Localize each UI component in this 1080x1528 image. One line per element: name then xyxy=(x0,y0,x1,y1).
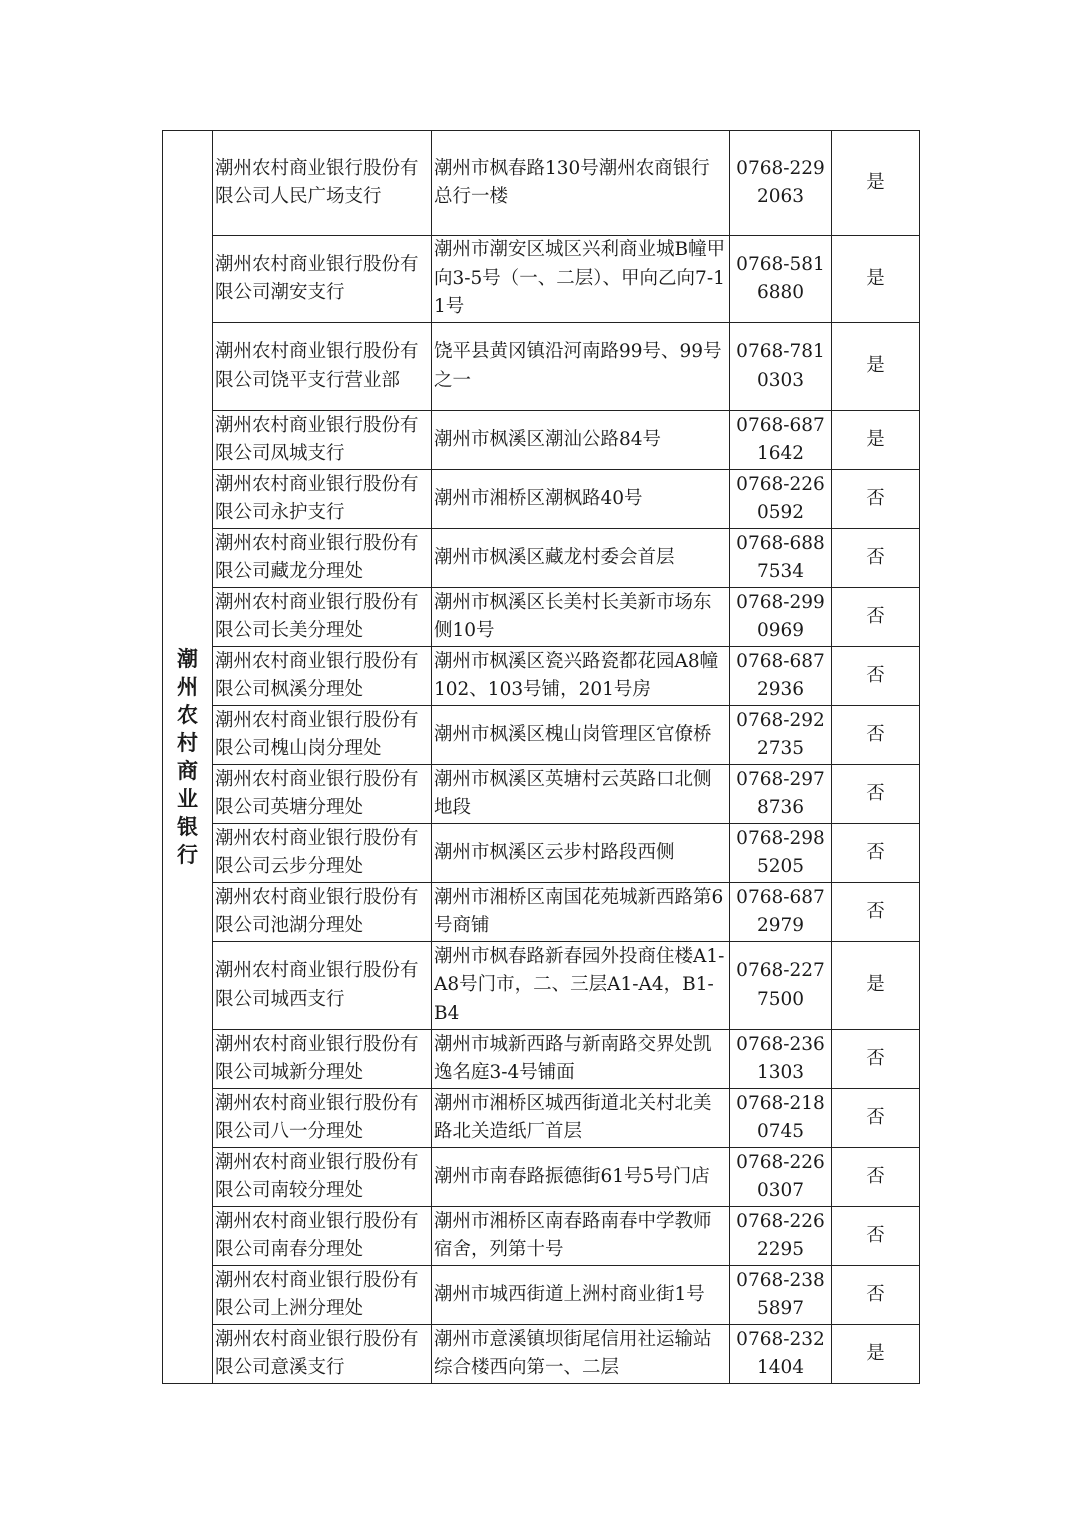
branch-phone-cell: 0768-2277500 xyxy=(730,942,832,1030)
branch-flag-cell: 否 xyxy=(832,647,920,706)
branch-name-cell: 潮州农村商业银行股份有限公司槐山岗分理处 xyxy=(213,706,432,765)
branch-address-cell: 潮州市湘桥区城西街道北关村北美路北关造纸厂首层 xyxy=(432,1089,730,1148)
table-row xyxy=(163,470,920,529)
branch-address-cell: 潮州市湘桥区南春路南春中学教师宿舍，列第十号 xyxy=(432,1207,730,1266)
table-row xyxy=(163,942,920,1030)
branch-address-cell: 潮州市城西街道上洲村商业街1号 xyxy=(432,1266,730,1325)
branch-phone-cell: 0768-6871642 xyxy=(730,411,832,470)
branch-flag-cell: 是 xyxy=(832,942,920,1030)
branch-phone-cell: 0768-2321404 xyxy=(730,1325,832,1384)
branch-name-cell: 潮州农村商业银行股份有限公司城西支行 xyxy=(213,942,432,1030)
table-row xyxy=(163,765,920,824)
branch-phone-cell: 0768-2978736 xyxy=(730,765,832,824)
branch-address-cell: 潮州市枫溪区槐山岗管理区官僚桥 xyxy=(432,706,730,765)
branch-address-cell: 潮州市枫溪区藏龙村委会首层 xyxy=(432,529,730,588)
branch-name-cell: 潮州农村商业银行股份有限公司意溪支行 xyxy=(213,1325,432,1384)
branch-name-cell: 潮州农村商业银行股份有限公司饶平支行营业部 xyxy=(213,323,432,411)
branch-flag-cell: 否 xyxy=(832,824,920,883)
branch-phone-cell: 0768-2385897 xyxy=(730,1266,832,1325)
branch-phone-cell: 0768-2262295 xyxy=(730,1207,832,1266)
branch-phone-cell: 0768-7810303 xyxy=(730,323,832,411)
branch-name-cell: 潮州农村商业银行股份有限公司八一分理处 xyxy=(213,1089,432,1148)
table-row xyxy=(163,706,920,765)
branch-name-cell: 潮州农村商业银行股份有限公司城新分理处 xyxy=(213,1030,432,1089)
branch-phone-cell: 0768-2985205 xyxy=(730,824,832,883)
branch-phone-cell: 0768-6872979 xyxy=(730,883,832,942)
branch-phone-cell: 0768-2260592 xyxy=(730,470,832,529)
branch-name-cell: 潮州农村商业银行股份有限公司藏龙分理处 xyxy=(213,529,432,588)
table-row xyxy=(163,647,920,706)
branch-address-cell: 潮州市湘桥区潮枫路40号 xyxy=(432,470,730,529)
branch-flag-cell: 否 xyxy=(832,706,920,765)
branch-address-cell: 潮州市潮安区城区兴利商业城B幢甲向3-5号（一、二层）、甲向乙向7-11号 xyxy=(432,236,730,323)
branch-name-cell: 潮州农村商业银行股份有限公司凤城支行 xyxy=(213,411,432,470)
table-row xyxy=(163,588,920,647)
table-row xyxy=(163,1207,920,1266)
branch-flag-cell: 否 xyxy=(832,1266,920,1325)
branch-flag-cell: 否 xyxy=(832,1207,920,1266)
branch-phone-cell: 0768-2922735 xyxy=(730,706,832,765)
branch-address-cell: 潮州市枫溪区瓷兴路瓷都花园A8幢102、103号铺，201号房 xyxy=(432,647,730,706)
branch-address-cell: 潮州市枫春路130号潮州农商银行总行一楼 xyxy=(432,131,730,236)
branch-address-cell: 潮州市枫溪区潮汕公路84号 xyxy=(432,411,730,470)
table-row xyxy=(163,1089,920,1148)
branch-flag-cell: 否 xyxy=(832,529,920,588)
branch-flag-cell: 是 xyxy=(832,131,920,236)
branch-address-cell: 潮州市城新西路与新南路交界处凯逸名庭3-4号铺面 xyxy=(432,1030,730,1089)
branch-flag-cell: 否 xyxy=(832,883,920,942)
branch-name-cell: 潮州农村商业银行股份有限公司云步分理处 xyxy=(213,824,432,883)
branch-address-cell: 潮州市南春路振德街61号5号门店 xyxy=(432,1148,730,1207)
branch-flag-cell: 是 xyxy=(832,1325,920,1384)
table-row xyxy=(163,1030,920,1089)
branch-name-cell: 潮州农村商业银行股份有限公司池湖分理处 xyxy=(213,883,432,942)
branch-flag-cell: 是 xyxy=(832,411,920,470)
branch-name-cell: 潮州农村商业银行股份有限公司南较分理处 xyxy=(213,1148,432,1207)
branch-name-cell: 潮州农村商业银行股份有限公司潮安支行 xyxy=(213,236,432,323)
table-row xyxy=(163,1148,920,1207)
branch-phone-cell: 0768-2180745 xyxy=(730,1089,832,1148)
branch-name-cell: 潮州农村商业银行股份有限公司英塘分理处 xyxy=(213,765,432,824)
branch-table xyxy=(162,130,920,1384)
branch-name-cell: 潮州农村商业银行股份有限公司人民广场支行 xyxy=(213,131,432,236)
branch-flag-cell: 否 xyxy=(832,1030,920,1089)
table-row xyxy=(163,411,920,470)
table-row xyxy=(163,529,920,588)
table-row xyxy=(163,883,920,942)
table-row xyxy=(163,323,920,411)
branch-phone-cell: 0768-2260307 xyxy=(730,1148,832,1207)
branch-name-cell: 潮州农村商业银行股份有限公司枫溪分理处 xyxy=(213,647,432,706)
table-row xyxy=(163,1325,920,1384)
bank-name: 潮州农村商业银行 xyxy=(176,646,198,867)
branch-address-cell: 潮州市湘桥区南国花苑城新西路第6号商铺 xyxy=(432,883,730,942)
table-row xyxy=(163,824,920,883)
branch-flag-cell: 否 xyxy=(832,1148,920,1207)
branch-name-cell: 潮州农村商业银行股份有限公司长美分理处 xyxy=(213,588,432,647)
branch-flag-cell: 否 xyxy=(832,765,920,824)
branch-flag-cell: 是 xyxy=(832,236,920,323)
branch-name-cell: 潮州农村商业银行股份有限公司上洲分理处 xyxy=(213,1266,432,1325)
branch-phone-cell: 0768-2361303 xyxy=(730,1030,832,1089)
branch-phone-cell: 0768-2292063 xyxy=(730,131,832,236)
branch-flag-cell: 否 xyxy=(832,1089,920,1148)
branch-phone-cell: 0768-5816880 xyxy=(730,236,832,323)
branch-table-body xyxy=(163,131,920,1384)
branch-flag-cell: 否 xyxy=(832,470,920,529)
branch-address-cell: 潮州市枫春路新春园外投商住楼A1-A8号门市，二、三层A1-A4，B1-B4 xyxy=(432,942,730,1030)
branch-phone-cell: 0768-2990969 xyxy=(730,588,832,647)
branch-phone-cell: 0768-6872936 xyxy=(730,647,832,706)
branch-name-cell: 潮州农村商业银行股份有限公司南春分理处 xyxy=(213,1207,432,1266)
branch-phone-cell: 0768-6887534 xyxy=(730,529,832,588)
branch-address-cell: 潮州市意溪镇坝街尾信用社运输站综合楼西向第一、二层 xyxy=(432,1325,730,1384)
branch-flag-cell: 是 xyxy=(832,323,920,411)
branch-address-cell: 饶平县黄冈镇沿河南路99号、99号之一 xyxy=(432,323,730,411)
table-row xyxy=(163,236,920,323)
branch-address-cell: 潮州市枫溪区云步村路段西侧 xyxy=(432,824,730,883)
branch-name-cell: 潮州农村商业银行股份有限公司永护支行 xyxy=(213,470,432,529)
table-row xyxy=(163,1266,920,1325)
branch-address-cell: 潮州市枫溪区英塘村云英路口北侧地段 xyxy=(432,765,730,824)
table-row xyxy=(163,131,920,236)
branch-flag-cell: 否 xyxy=(832,588,920,647)
bank-name-cell xyxy=(163,131,213,1384)
branch-address-cell: 潮州市枫溪区长美村长美新市场东侧10号 xyxy=(432,588,730,647)
